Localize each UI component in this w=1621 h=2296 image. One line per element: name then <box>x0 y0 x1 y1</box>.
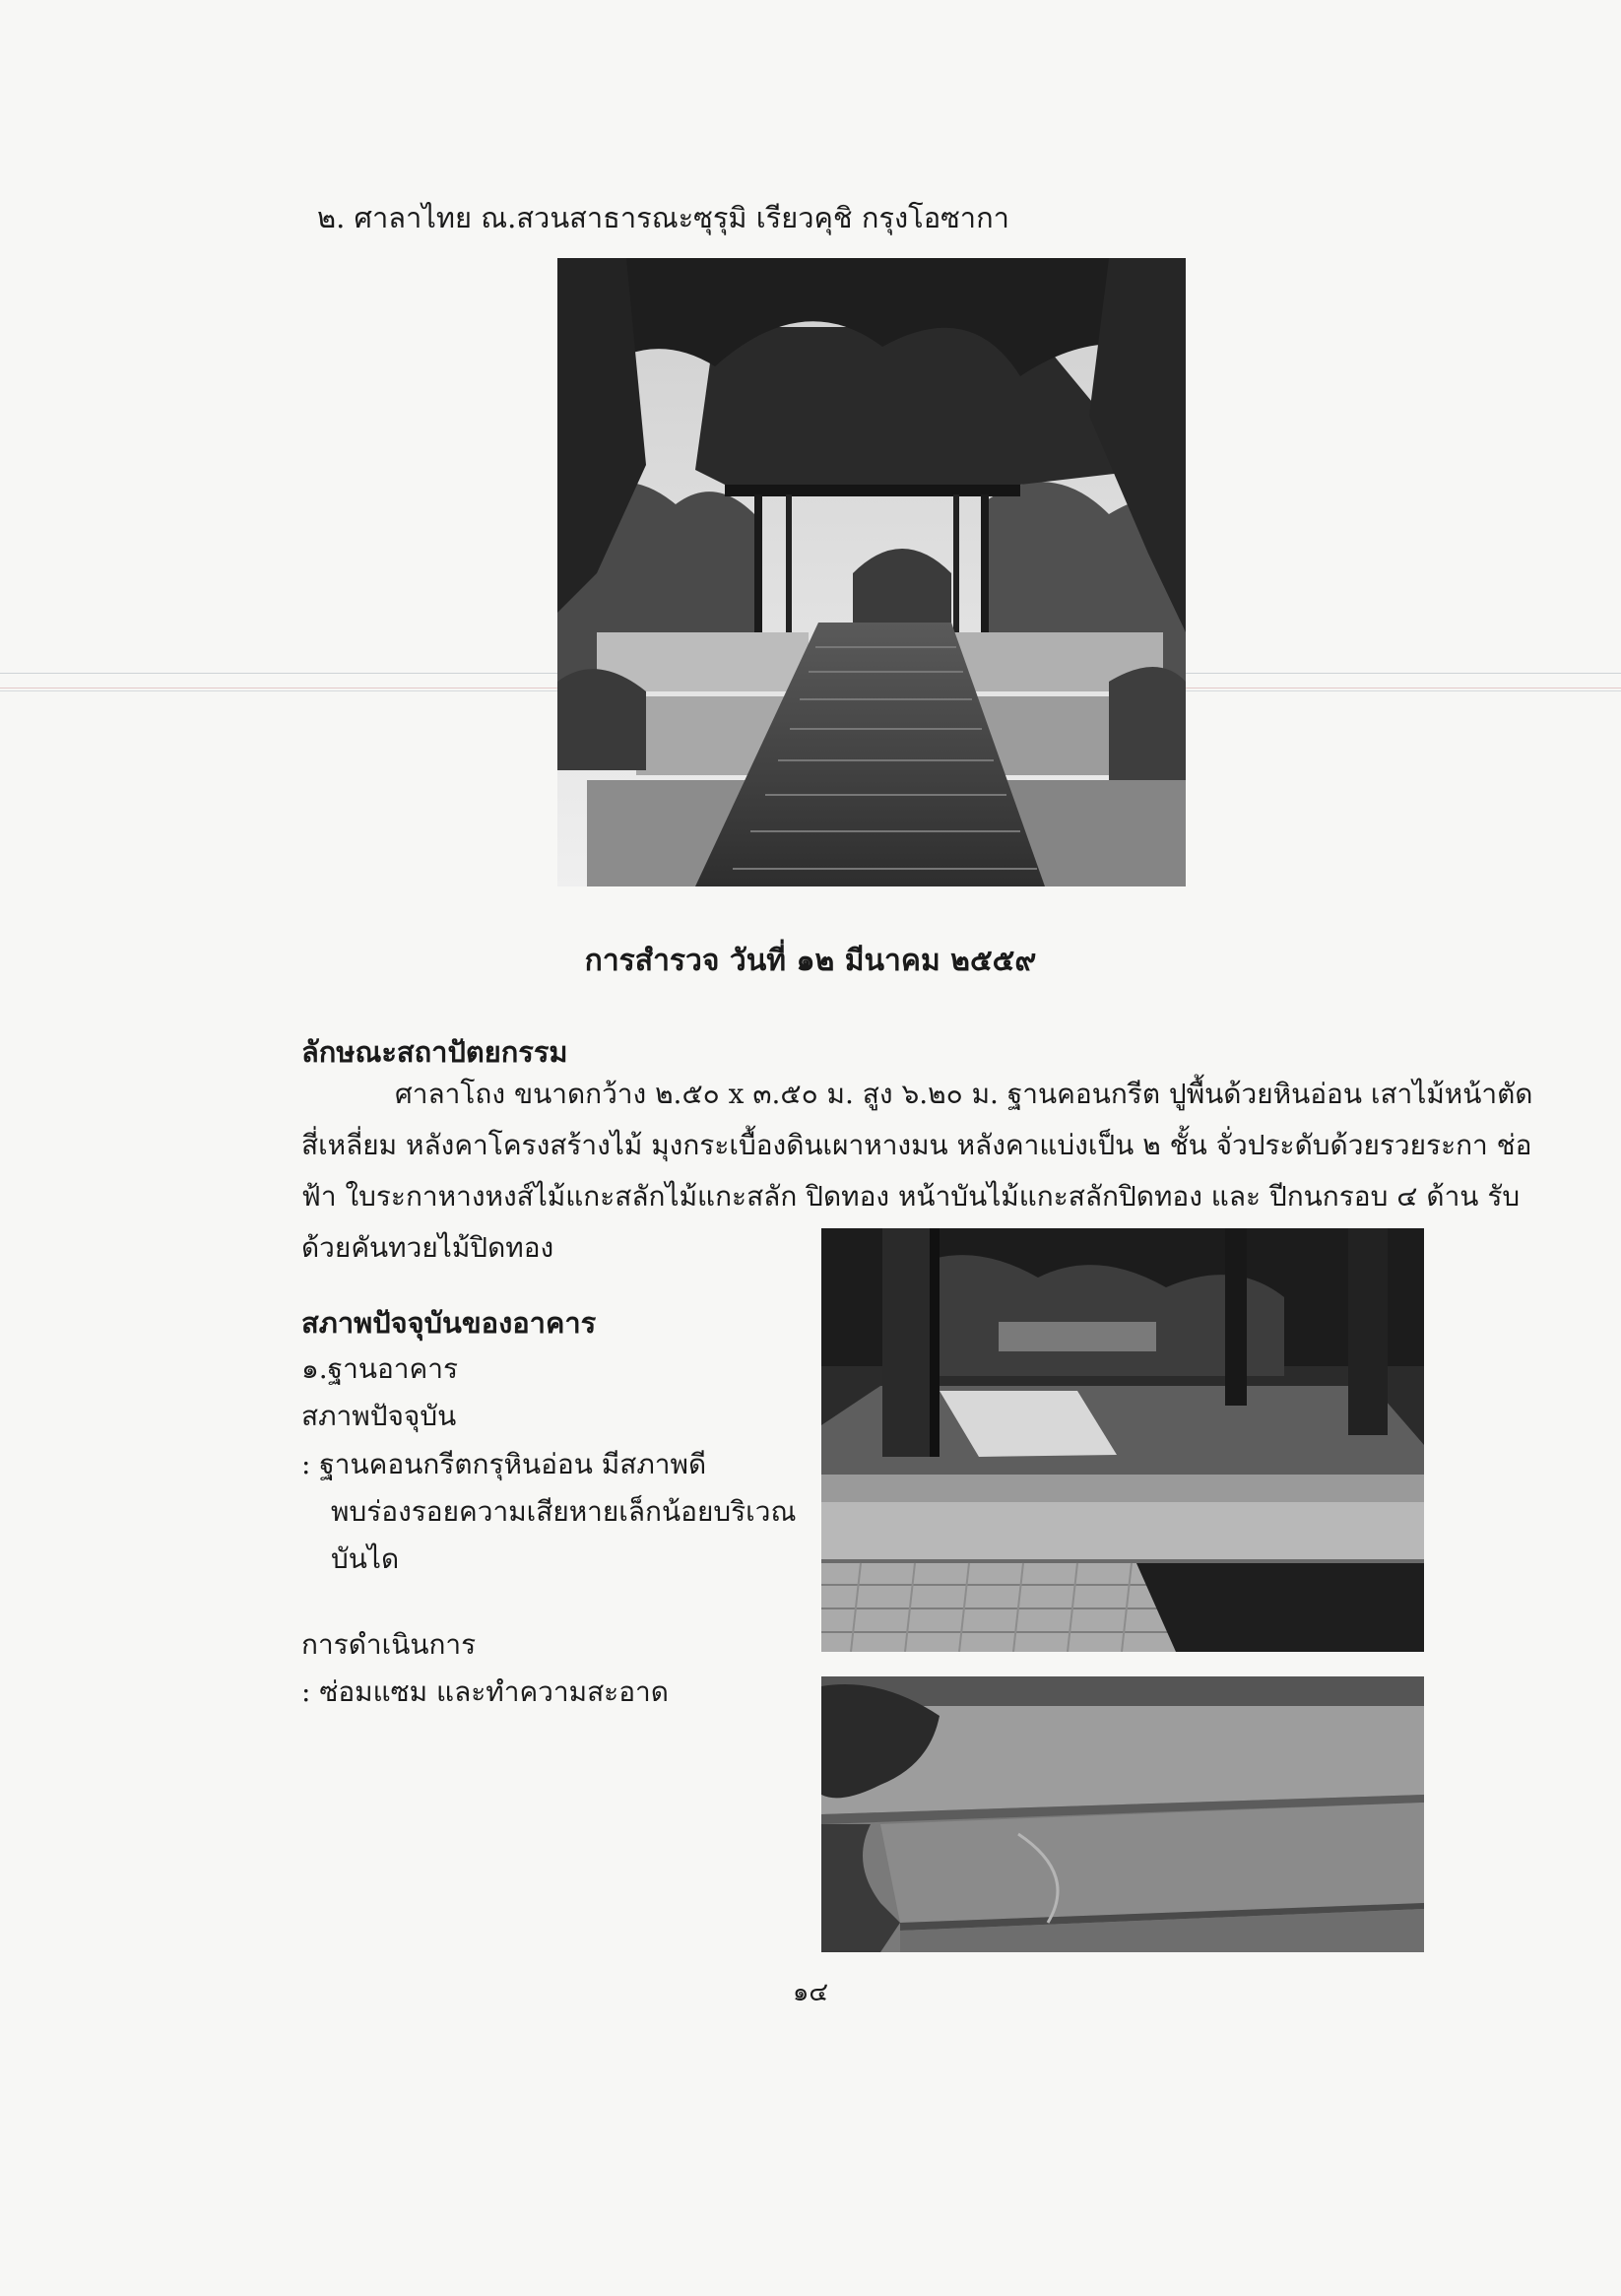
condition-title: สภาพปัจจุบันของอาคาร <box>301 1306 597 1340</box>
condition-item: ๑.ฐานอาคาร <box>301 1352 459 1385</box>
page-number: ๑๔ <box>792 1978 829 2007</box>
description-line: สี่เหลี่ยม หลังคาโครงสร้างไม้ มุงกระเบื้องดินเผาหางมน หลังคาแบ่งเป็น ๒ ชั้น จั่วประดับด้วยรวยระกา ช่อ <box>301 1129 1532 1161</box>
current-line: บันได <box>331 1542 400 1575</box>
description-line: ศาลาโถง ขนาดกว้าง ๒.๕๐ x ๓.๕๐ ม. สูง ๖.๒๐ ม. ฐานคอนกรีต ปูพื้นด้วยหินอ่อน เสาไม้หน้าตัด <box>395 1078 1533 1110</box>
action-text: : ซ่อมแซม และทำความสะอาด <box>301 1675 669 1708</box>
photo-step-closeup <box>821 1676 1424 1952</box>
current-line: พบร่องรอยความเสียหายเล็กน้อยบริเวณ <box>331 1495 797 1528</box>
action-label: การดำเนินการ <box>301 1628 477 1661</box>
current-label: สภาพปัจจุบัน <box>301 1400 457 1432</box>
base-illustration <box>821 1228 1424 1652</box>
description-line: ด้วยคันทวยไม้ปิดทอง <box>301 1231 554 1264</box>
description-line: ฟ้า ใบระกาหางหงส์ไม้แกะสลักไม้แกะสลัก ปิดทอง หน้าบันไม้แกะสลักปิดทอง และ ปีกนกรอบ ๔ ด้าน รับ <box>301 1180 1521 1213</box>
step-illustration <box>821 1676 1424 1952</box>
photo-stairway <box>557 258 1186 886</box>
current-line: : ฐานคอนกรีตกรุหินอ่อน มีสภาพดี <box>301 1448 707 1480</box>
section-heading: ๒. ศาลาไทย ณ.สวนสาธารณะซุรุมิ เรียวคุชิ กรุงโอซากา <box>317 201 1009 234</box>
architecture-title: ลักษณะสถาปัตยกรรม <box>301 1035 568 1069</box>
stairway-illustration <box>557 258 1186 886</box>
photo-pavilion-base <box>821 1228 1424 1652</box>
photo-caption: การสำรวจ วันที่ ๑๒ มีนาคม ๒๕๕๙ <box>584 944 1037 978</box>
